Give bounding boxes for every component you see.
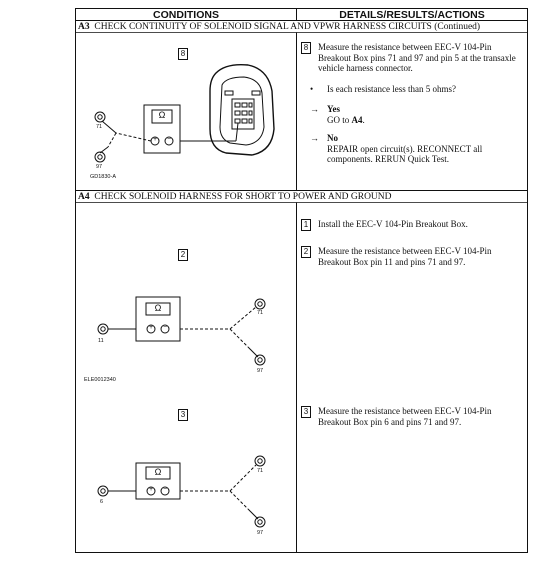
conditions-header: CONDITIONS — [153, 9, 219, 21]
a4-step-2 — [301, 246, 523, 267]
a4-fig2-meter-symbol: Ω — [154, 303, 162, 313]
arrow-right-icon: → — [310, 133, 319, 143]
a3-figure — [76, 33, 296, 190]
a3-yes-row — [310, 104, 523, 125]
a4-fig3-meter-symbol: Ω — [154, 467, 162, 477]
a3-step-box: 8 — [301, 42, 311, 54]
a3-yes-target: A4 — [351, 114, 363, 125]
a3-yes-label: Yes — [327, 104, 340, 114]
a4-step-2-text: Measure the resistance between EEC-V 104-Pin Breakout Box pin 11 and pins 71 and 97. — [318, 246, 492, 267]
a3-title: CHECK CONTINUITY OF SOLENOID SIGNAL AND VPWR HARNESS CIRCUITS (Continued) — [94, 22, 481, 32]
a4-step-1-text: Install the EEC-V 104-Pin Breakout Box. — [318, 219, 468, 229]
a4-fig3-pin-6-label: 6 — [100, 499, 104, 505]
a3-title-row — [78, 22, 480, 32]
a4-title: CHECK SOLENOID HARNESS FOR SHORT TO POWER AND GROUND — [94, 192, 392, 202]
a4-fig3-meter-minus: − — [162, 486, 168, 493]
a4-id: A4 — [78, 192, 90, 202]
a4-step-2-box: 2 — [301, 246, 311, 258]
a4-step-3-box: 3 — [301, 406, 311, 418]
bullet-icon: • — [310, 84, 314, 94]
a3-wiring-diagram — [76, 33, 296, 190]
a3-no-action: REPAIR open circuit(s). RECONNECT all components. RERUN Quick Test. — [327, 143, 483, 164]
a4-title-row — [78, 192, 392, 202]
a4-fig3-pin-97-label: 97 — [257, 530, 264, 536]
a4-figure-2-step-box: 2 — [178, 249, 188, 261]
a3-no-row — [310, 133, 523, 165]
a3-meter-symbol: Ω — [158, 110, 166, 120]
a3-meter-minus: − — [166, 136, 172, 143]
a4-step-1-box: 1 — [301, 219, 311, 231]
a4-step-3 — [301, 406, 523, 427]
a3-question-row — [310, 84, 523, 95]
a4-figure-2 — [76, 203, 296, 393]
a3-instruction: Measure the resistance between EEC-V 104-Pin Breakout Box pins 71 and 97 and pin 5 at the transaxle vehicle harness connector. — [318, 42, 516, 73]
a4-step-3-text: Measure the resistance between EEC-V 104-Pin Breakout Box pin 6 and pins 71 and 97. — [318, 406, 492, 427]
a3-no-label: No — [327, 133, 338, 143]
a4-fig2-meter-plus: + — [148, 324, 154, 331]
a3-yes-action-prefix: GO to — [327, 114, 352, 125]
a3-question: Is each resistance less than 5 ohms? — [327, 84, 456, 94]
a4-fig3-meter-plus: + — [148, 486, 154, 493]
a4-fig2-pin-97-label: 97 — [257, 368, 264, 374]
a3-figure-code: GD1830-A — [90, 174, 116, 180]
a4-fig2-pin-71-label: 71 — [257, 310, 264, 316]
a3-pin-97-label: 97 — [96, 164, 103, 170]
a4-fig3-pin-71-label: 71 — [257, 468, 264, 474]
a4-figure-2-diagram — [76, 203, 296, 393]
a3-figure-step-box: 8 — [178, 48, 188, 60]
a4-fig2-meter-minus: − — [162, 324, 168, 331]
a4-figure-3-step-box: 3 — [178, 409, 188, 421]
a4-step-1 — [301, 219, 523, 230]
a4-fig2-code: ELE0012340 — [84, 377, 116, 383]
arrow-right-icon: → — [310, 104, 319, 114]
details-header: DETAILS/RESULTS/ACTIONS — [339, 9, 485, 21]
a4-fig2-pin-11-label: 11 — [98, 338, 104, 344]
a3-pin-71-label: 71 — [96, 124, 103, 130]
a3-yes-action-suffix: . — [362, 114, 365, 125]
a4-figure-3 — [76, 393, 296, 552]
a3-meter-plus: + — [152, 136, 158, 143]
a3-step-8 — [301, 42, 523, 74]
a3-id: A3 — [78, 22, 90, 32]
